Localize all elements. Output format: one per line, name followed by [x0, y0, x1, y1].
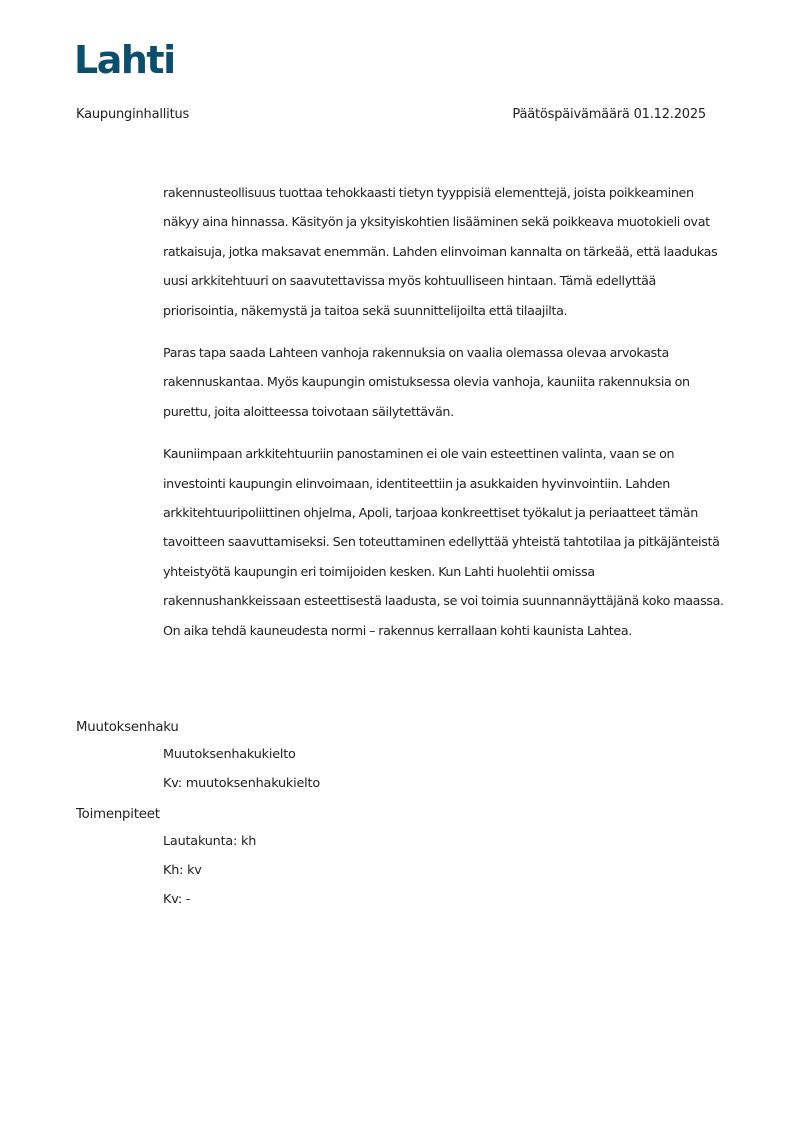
appeal-item: Muutoksenhakukielto	[163, 747, 296, 762]
appeal-heading: Muutoksenhaku	[76, 720, 179, 735]
decision-date: Päätöspäivämäärä 01.12.2025	[512, 107, 706, 122]
lahti-logo: Lahti	[74, 38, 175, 82]
document-body	[163, 178, 728, 658]
body-paragraph: Paras tapa saada Lahteen vanhoja rakennuksia on vaalia olemassa olevaa arvokasta rakennuskantaa. Myös kaupungin omistuksessa olevia vanhoja, kauniita rakennuksia on purettu, joita aloitteessa toivotaan säilytettävän.	[163, 345, 690, 419]
action-item: Lautakunta: kh	[163, 834, 257, 849]
appeal-item: Kv: muutoksenhakukielto	[163, 776, 320, 791]
action-item: Kh: kv	[163, 863, 202, 878]
action-item: Kv: -	[163, 892, 191, 907]
body-paragraph: rakennusteollisuus tuottaa tehokkaasti tietyn tyyppisiä elementtejä, joista poikkeaminen näkyy aina hinnassa. Käsityön ja yksityiskohtien lisääminen sekä poikkeava muotokieli ovat ratkaisuja, jotka maksavat enemmän. Lahden elinvoiman kannalta on tärkeää, että laadukas uusi arkkitehtuuri on saavutettavissa myös kohtuulliseen hintaan. Tämä edellyttää priorisointia, näkemystä ja taitoa sekä suunnittelijoilta että tilaajilta.	[163, 185, 718, 318]
body-paragraph: Kauniimpaan arkkitehtuuriin panostaminen ei ole vain esteettinen valinta, vaan se on investointi kaupungin elinvoimaan, identiteettiin ja asukkaiden hyvinvointiin. Lahden arkkitehtuuripoliittinen ohjelma, Apoli, tarjoaa konkreettiset työkalut ja periaatteet tämän tavoitteen saavuttamiseksi. Sen toteuttaminen edellyttää yhteistä tahtotilaa ja pitkäjänteistä yhteistyötä kaupungin eri toimijoiden kesken. Kun Lahti huolehtii omissa rakennushankkeissaan esteettisestä laadusta, se voi toimia suunnannäyttäjänä koko maassa. On aika tehdä kauneudesta normi – rakennus kerrallaan kohti kaunista Lahtea.	[163, 446, 724, 638]
actions-heading: Toimenpiteet	[76, 807, 160, 822]
organization-name: Kaupunginhallitus	[76, 107, 190, 122]
